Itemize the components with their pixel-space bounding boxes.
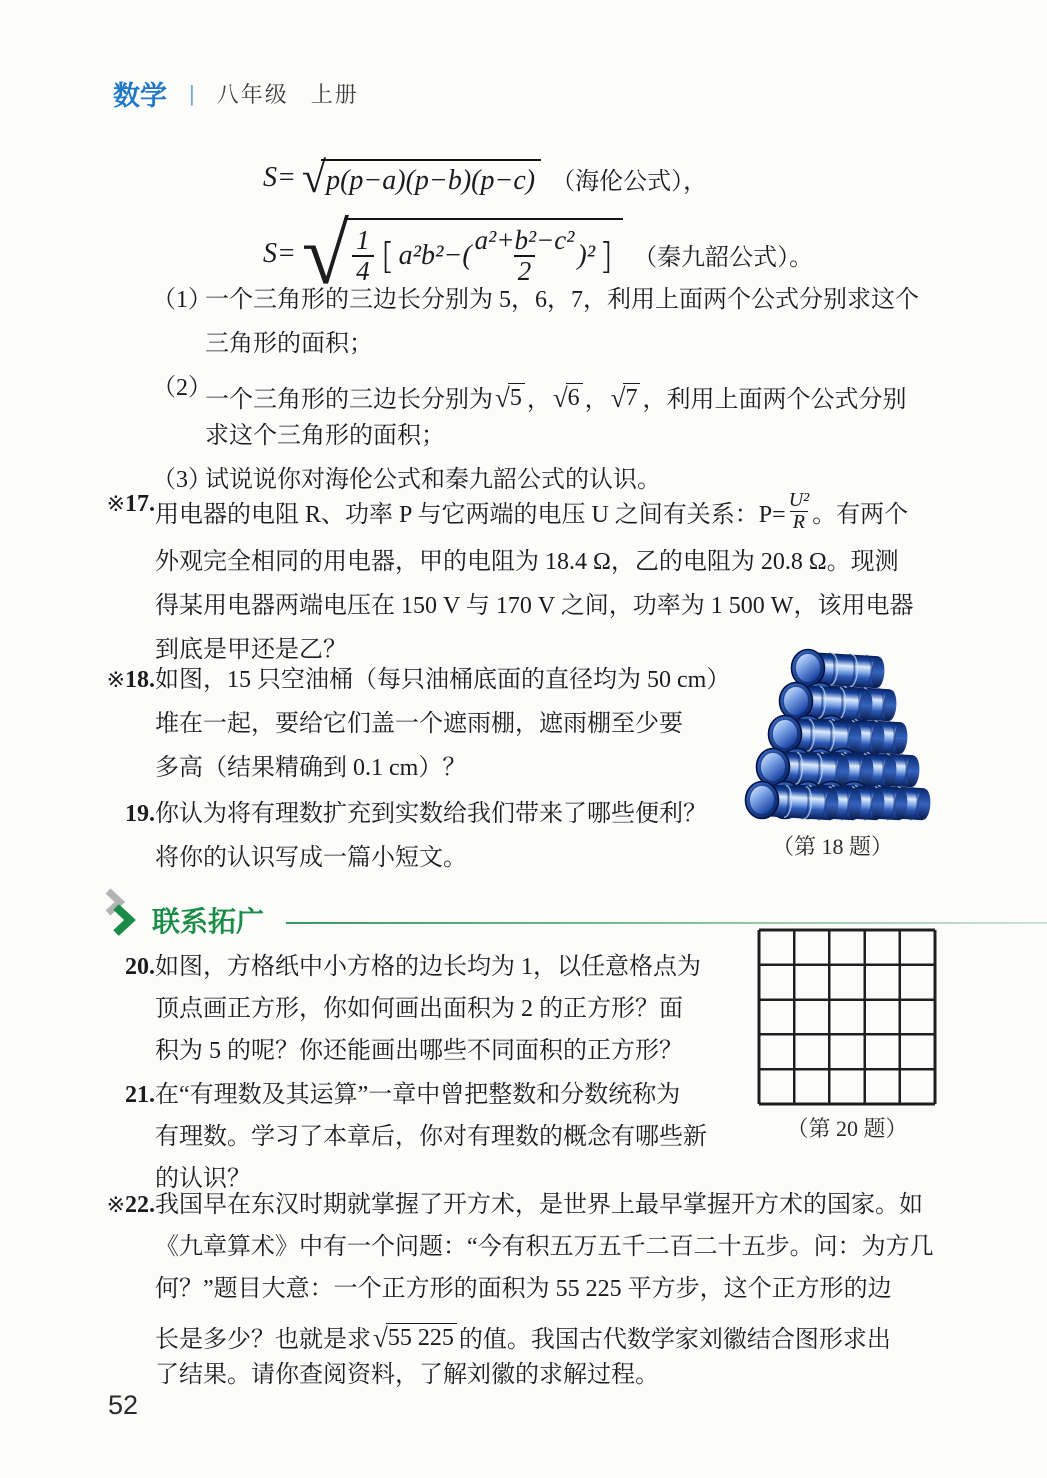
page-header bbox=[113, 74, 359, 113]
grid-caption: （第 20 题） bbox=[786, 1116, 908, 1141]
square-grid-illustration bbox=[757, 928, 937, 1106]
subitem-1-number: （1） bbox=[152, 287, 212, 313]
text-line: 了结果。请你查阅资料，了解刘徽的求解过程。 bbox=[155, 1362, 659, 1388]
text-line: 如图，方格纸中小方格的边长均为 1，以任意格点为 bbox=[155, 954, 701, 980]
sqrt-7: √ 7 bbox=[611, 383, 641, 414]
text-line: 多高（结果精确到 0.1 cm）？ bbox=[155, 755, 467, 781]
problem-21-number: 21. bbox=[125, 1082, 155, 1108]
qin-body-pre: a²b²−( bbox=[398, 240, 472, 272]
inner-fraction: $\frac{\text{a²+b²−c²}}{2}$ bbox=[474, 225, 575, 287]
text-line: 一个三角形的三边长分别为 5，6，7，利用上面两个公式分别求这个 bbox=[205, 287, 919, 313]
oil-barrels-illustration bbox=[730, 638, 935, 830]
problem-18 bbox=[88, 658, 730, 790]
heron-formula bbox=[263, 150, 813, 206]
qin-label: （秦九韶公式）。 bbox=[633, 244, 814, 271]
subitem-2 bbox=[152, 366, 919, 458]
subitem-3-number: （3） bbox=[152, 467, 212, 493]
text-line: 用电器的电阻 R、功率 P 与它两端的电压 U 之间有关系：P= $\frac{\text{U²}}{R}$ 。有两个 bbox=[155, 488, 909, 533]
star-marker: ※ bbox=[106, 491, 125, 516]
subitem-list bbox=[152, 278, 919, 502]
text-line: 三角形的面积； bbox=[205, 331, 373, 357]
section-rule bbox=[286, 922, 1047, 924]
open-bracket: [ bbox=[380, 235, 395, 277]
radical-sign: √ bbox=[301, 152, 327, 202]
subitem-1 bbox=[152, 278, 919, 366]
text-line: 外观完全相同的用电器，甲的电阻为 18.4 Ω，乙的电阻为 20.8 Ω。现测 bbox=[155, 549, 899, 575]
text-line: 你认为将有理数扩充到实数给我们带来了哪些便利？ bbox=[155, 801, 707, 827]
text-line: 有理数。学习了本章后，你对有理数的概念有哪些新 bbox=[155, 1124, 707, 1150]
qin-body-post: )² bbox=[577, 240, 596, 272]
volume-label: 上册 bbox=[310, 82, 359, 107]
one-quarter-fraction: $\frac{1}{4}$ bbox=[352, 226, 374, 286]
barrels-figure bbox=[730, 638, 935, 830]
star-marker: ※ bbox=[106, 1192, 125, 1217]
sqrt-55225: √ 55 225 bbox=[373, 1323, 457, 1354]
problem-20 bbox=[88, 946, 701, 1072]
text-line: 在“有理数及其运算”一章中曾把整数和分数统称为 bbox=[155, 1082, 681, 1108]
text-line: 《九章算术》中有一个问题：“今有积五万五千二百二十五步。问：为方几 bbox=[155, 1234, 934, 1260]
subitem-2-number: （2） bbox=[152, 375, 212, 401]
sqrt-5: √ 5 bbox=[495, 383, 525, 414]
page-number: 52 bbox=[108, 1390, 139, 1420]
text-line: 求这个三角形的面积； bbox=[205, 423, 445, 449]
power-fraction: $\frac{\text{U²}}{R}$ bbox=[788, 488, 810, 533]
heron-label: （海伦公式）， bbox=[551, 168, 708, 195]
text-line: 将你的认识写成一篇小短文。 bbox=[155, 845, 467, 871]
heron-radicand: p(p−a)(p−b)(p−c) bbox=[321, 159, 541, 198]
problem-19-number: 19. bbox=[125, 801, 155, 827]
text-line: 的认识？ bbox=[155, 1166, 251, 1192]
text-line: 长是多少？也就是求 √ 55 225 的值。我国古代数学家刘徽结合图形求出 bbox=[155, 1322, 891, 1353]
problem-22-number: ※ 22. bbox=[88, 1184, 155, 1396]
text-line: 试说说你对海伦公式和秦九韶公式的认识。 bbox=[205, 467, 661, 493]
problem-22 bbox=[88, 1184, 934, 1396]
close-bracket: ] bbox=[599, 235, 614, 277]
star-marker: ※ bbox=[106, 667, 125, 692]
problem-17-number: ※ 17. bbox=[88, 482, 155, 672]
text-line: 我国早在东汉时期就掌握了开方术，是世界上最早掌握开方术的国家。如 bbox=[155, 1192, 923, 1218]
header-separator: | bbox=[189, 80, 195, 106]
heron-radical bbox=[301, 152, 541, 202]
problem-19 bbox=[88, 792, 707, 880]
problem-18-number: ※ 18. bbox=[88, 658, 155, 790]
qin-lhs: S= bbox=[263, 238, 296, 269]
text-line: 一个三角形的三边长分别为 √ 5 ， √ 6 ， √ 7 ，利用上面两个公式分别 bbox=[205, 382, 907, 413]
problem-20-number: 20. bbox=[125, 954, 155, 980]
subject-label: 数学 bbox=[113, 81, 167, 111]
barrels-caption: （第 18 题） bbox=[771, 834, 893, 859]
text-line: 到底是甲还是乙？ bbox=[155, 637, 347, 663]
text-line: 如图，15 只空油桶（每只油桶底面的直径均为 50 cm） bbox=[155, 667, 731, 693]
formula-block bbox=[263, 150, 814, 302]
double-chevron-icon bbox=[104, 887, 146, 939]
problem-21 bbox=[88, 1074, 707, 1200]
section-title: 联系拓广 bbox=[152, 906, 265, 937]
sqrt-6: √ 6 bbox=[553, 383, 583, 414]
heron-lhs: S= bbox=[263, 162, 296, 193]
text-line: 堆在一起，要给它们盖一个遮雨棚，遮雨棚至少要 bbox=[155, 711, 683, 737]
radical-sign: √ bbox=[301, 205, 350, 302]
text-line: 顶点画正方形，你如何画出面积为 2 的正方形？面 bbox=[155, 996, 683, 1022]
grade-label: 八年级 bbox=[216, 82, 289, 107]
text-line: 何？”题目大意：一个正方形的面积为 55 225 平方步，这个正方形的边 bbox=[155, 1276, 892, 1302]
text-line: 得某用电器两端电压在 150 V 与 170 V 之间，功率为 1 500 W，该用电器 bbox=[155, 593, 914, 619]
text-line: 积为 5 的呢？你还能画出哪些不同面积的正方形？ bbox=[155, 1038, 683, 1064]
grid-figure bbox=[757, 928, 937, 1106]
